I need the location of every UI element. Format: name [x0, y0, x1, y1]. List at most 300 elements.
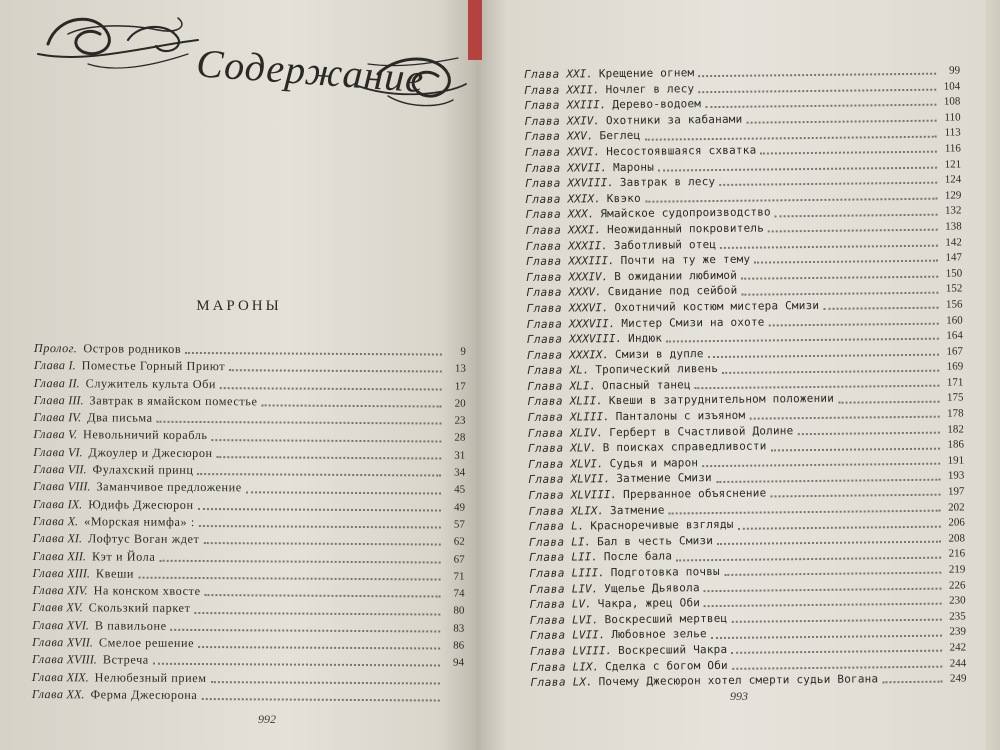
chapter-page: 9: [460, 345, 466, 358]
dot-leader: [711, 633, 942, 638]
dot-leader: [760, 150, 937, 155]
entry-prefix: Глава: [31, 669, 64, 684]
chapter-number: LI.: [571, 535, 592, 549]
dot-leader: [731, 649, 942, 654]
chapter-page: 116: [944, 142, 961, 155]
page-number-right: 993: [730, 689, 748, 703]
chapter-number: XXXV.: [568, 285, 602, 299]
entry-prefix: Глава: [526, 285, 563, 300]
dot-leader: [138, 576, 440, 581]
chapter-title: Панталоны с изъяном: [615, 408, 746, 424]
chapter-title: Ферма Джесюрона: [90, 687, 198, 702]
dot-leader: [669, 509, 941, 515]
chapter-title: Юдифь Джесюрон: [88, 497, 194, 512]
chapter-number: XXXIV.: [568, 269, 609, 284]
chapter-title: Воскресший мертвец: [604, 611, 728, 626]
dot-leader: [705, 103, 936, 108]
chapter-page: 62: [453, 535, 465, 548]
entry-prefix: Глава: [526, 317, 563, 331]
dot-leader: [644, 134, 936, 140]
entry-prefix: Глава: [524, 98, 561, 113]
chapter-page: 167: [946, 345, 964, 358]
chapter-page: 186: [947, 438, 965, 451]
entry-prefix: Глава: [529, 566, 565, 580]
chapter-title: Квеши в затруднительном положении: [608, 392, 835, 408]
dot-leader: [171, 628, 441, 633]
dot-leader: [708, 353, 939, 358]
chapter-number: XVI.: [66, 617, 90, 633]
entry-prefix: Глава: [528, 519, 565, 534]
chapter-title: Тропический ливень: [595, 362, 719, 377]
chapter-page: 235: [949, 610, 966, 623]
page-number-left: 992: [258, 712, 276, 726]
chapter-number: XXIX.: [567, 191, 601, 206]
chapter-number: LIV.: [571, 581, 599, 596]
chapter-number: XXXVIII.: [569, 332, 623, 346]
chapter-number: XXIV.: [566, 113, 601, 128]
chapter-number: VIII.: [67, 479, 91, 494]
contents-header-title: Содержание: [195, 40, 426, 102]
chapter-number: XXXVII.: [568, 316, 616, 331]
chapter-page: 242: [949, 641, 967, 654]
entry-prefix: Глава: [528, 457, 564, 471]
entry-prefix: Глава: [525, 176, 561, 191]
chapter-page: 31: [454, 449, 466, 462]
chapter-title: Ночлег в лесу: [605, 81, 695, 96]
chapter-number: XLIX.: [570, 503, 605, 518]
chapter-page: 17: [454, 380, 466, 393]
entry-prefix: Глава: [525, 239, 562, 253]
entry-prefix: Глава: [526, 332, 563, 347]
dot-leader: [775, 212, 938, 217]
chapter-page: 28: [454, 432, 466, 445]
dot-leader: [205, 593, 441, 597]
dot-leader: [201, 697, 439, 701]
dot-leader: [676, 555, 941, 561]
chapter-number: XXXVI.: [568, 301, 609, 315]
chapter-title: Чакра, жрец Оби: [597, 596, 701, 611]
page-stack-edge: [986, 0, 1000, 750]
dot-leader: [754, 259, 938, 264]
entry-prefix: Глава: [528, 473, 565, 487]
chapter-page: 23: [454, 414, 466, 427]
chapter-number: XI.: [67, 531, 83, 546]
entry-prefix: Глава: [529, 582, 566, 596]
chapter-number: III.: [68, 393, 84, 408]
chapter-title: Охотничий костюм мистера Смизи: [614, 298, 820, 314]
entry-prefix: Глава: [524, 129, 561, 144]
chapter-number: XXII.: [566, 82, 600, 97]
entry-prefix: Глава: [530, 644, 566, 658]
chapter-number: I.: [68, 358, 76, 373]
dot-leader: [246, 490, 441, 494]
entry-prefix: Глава: [524, 145, 561, 159]
chapter-page: 121: [944, 157, 962, 171]
chapter-title: Смизи в дупле: [614, 346, 704, 361]
chapter-page: 34: [454, 466, 466, 479]
contents-header-ornament: [28, 4, 468, 114]
chapter-title: Мистер Смизи на охоте: [621, 314, 765, 330]
entry-prefix: Глава: [32, 531, 65, 546]
dot-leader: [157, 420, 442, 425]
chapter-number: II.: [68, 375, 80, 390]
chapter-title: Затмение: [609, 503, 665, 517]
entry-prefix: Глава: [32, 548, 65, 563]
chapter-page: 49: [453, 501, 466, 514]
dot-leader: [771, 446, 941, 451]
chapter-title: В поисках справедливости: [602, 439, 767, 455]
chapter-number: LVI.: [571, 613, 599, 627]
chapter-number: LVII.: [572, 628, 606, 642]
dot-leader: [698, 88, 936, 93]
chapter-page: 191: [947, 454, 965, 467]
chapter-number: LII.: [571, 550, 598, 564]
chapter-title: Бал в честь Смизи: [597, 533, 714, 549]
chapter-page: 129: [944, 189, 962, 202]
chapter-number: XLIII.: [569, 410, 610, 424]
dot-leader: [261, 403, 441, 407]
chapter-page: 178: [947, 407, 964, 420]
chapter-page: 249: [949, 672, 967, 685]
chapter-title: Нелюбезный прием: [94, 670, 207, 685]
dot-leader: [731, 618, 941, 623]
entry-prefix: Глава: [32, 635, 64, 650]
chapter-page: 193: [947, 469, 965, 483]
chapter-title: Герберт в Счастливой Долине: [609, 423, 794, 439]
dot-leader: [722, 368, 939, 373]
chapter-title: Ущелье Дьявола: [604, 580, 700, 595]
dot-leader: [199, 524, 441, 528]
chapter-number: L.: [570, 519, 585, 533]
entry-prefix: Глава: [33, 444, 66, 459]
chapter-title: После бала: [603, 549, 673, 564]
chapter-title: В павильоне: [94, 618, 167, 633]
entry-prefix: Глава: [529, 628, 566, 643]
chapter-page: 110: [944, 111, 961, 124]
chapter-number: XV.: [66, 600, 83, 615]
chapter-page: 219: [948, 563, 966, 576]
chapter-page: 113: [944, 126, 961, 139]
entry-prefix: Глава: [526, 270, 562, 284]
dot-leader: [797, 431, 939, 435]
chapter-page: 156: [945, 298, 963, 311]
dot-leader: [749, 415, 939, 420]
dot-leader: [746, 119, 936, 124]
dot-leader: [153, 662, 440, 667]
entry-prefix: Пролог.: [33, 340, 78, 356]
toc-entry: [32, 617, 464, 637]
entry-prefix: Глава: [527, 410, 564, 425]
chapter-title: Индюк: [628, 331, 663, 346]
chapter-title: Смелое решение: [98, 635, 195, 651]
chapter-number: LVIII.: [572, 644, 613, 658]
entry-prefix: Глава: [529, 551, 565, 565]
entry-prefix: Глава: [33, 410, 66, 425]
chapter-number: XXV.: [566, 129, 594, 143]
chapter-title: В ожидании любимой: [614, 268, 738, 283]
chapter-title: Свидание под сейбой: [607, 284, 738, 299]
dot-leader: [768, 228, 938, 233]
chapter-page: 57: [453, 518, 465, 531]
entry-prefix: Глава: [32, 652, 64, 667]
entry-prefix: Глава: [32, 513, 65, 529]
chapter-title: Почти на ту же тему: [620, 252, 751, 268]
chapter-title: Красноречивые взгляды: [590, 518, 734, 533]
chapter-page: 197: [947, 485, 965, 498]
chapter-title: Поместье Горный Приют: [81, 358, 226, 374]
entry-prefix: Глава: [527, 441, 564, 456]
chapter-title: Воскресший Чакра: [618, 642, 728, 658]
chapter-page: 71: [453, 570, 465, 583]
dot-leader: [741, 290, 938, 295]
dot-leader: [702, 462, 940, 467]
dot-leader: [770, 493, 940, 498]
dot-leader: [198, 507, 441, 511]
chapter-title: Заботливый отец: [613, 237, 717, 252]
chapter-page: 108: [943, 95, 961, 108]
chapter-number: V.: [68, 427, 78, 442]
dot-leader: [203, 541, 440, 545]
chapter-number: XLIV.: [570, 425, 604, 440]
dot-leader: [695, 384, 940, 390]
chapter-number: LX.: [572, 675, 593, 689]
dot-leader: [198, 645, 440, 649]
chapter-title: Завтрак в лесу: [619, 175, 716, 190]
chapter-number: XX.: [66, 687, 85, 702]
chapter-page: 175: [946, 391, 964, 405]
section-title: МАРОНЫ: [196, 298, 282, 314]
entry-prefix: Глава: [529, 597, 566, 612]
chapter-title: Мароны: [612, 160, 655, 174]
entry-prefix: Глава: [528, 488, 565, 503]
chapter-page: 152: [945, 282, 963, 295]
chapter-page: 206: [948, 516, 965, 529]
dot-leader: [211, 680, 440, 684]
chapter-title: Фулахский принц: [92, 462, 194, 478]
entry-prefix: Глава: [31, 686, 64, 702]
chapter-page: 169: [946, 360, 964, 373]
chapter-title: Прерванное объяснение: [623, 486, 767, 502]
entry-prefix: Глава: [524, 114, 561, 128]
chapter-number: XXXIII.: [568, 254, 615, 268]
dot-leader: [666, 337, 939, 343]
dot-leader: [769, 321, 939, 326]
dot-leader: [716, 477, 940, 482]
dot-leader: [185, 351, 442, 356]
entry-prefix: Глава: [33, 462, 65, 477]
dot-leader: [720, 244, 938, 249]
entry-prefix: Глава: [32, 565, 65, 581]
chapter-title: Дерево-водоем: [612, 97, 702, 112]
entry-prefix: Глава: [33, 375, 66, 390]
toc-right: [524, 62, 967, 690]
chapter-title: Кэт и Йола: [91, 548, 156, 564]
chapter-page: 94: [452, 656, 465, 669]
entry-prefix: Глава: [525, 254, 562, 269]
chapter-title: Завтрак в ямайском поместье: [89, 393, 258, 409]
dot-leader: [704, 587, 942, 592]
entry-prefix: Глава: [33, 392, 66, 408]
chapter-page: 80: [453, 605, 465, 618]
chapter-number: XIII.: [67, 566, 90, 581]
entry-prefix: Глава: [525, 223, 562, 237]
entry-prefix: Глава: [524, 83, 560, 97]
dot-leader: [738, 524, 941, 529]
dot-leader: [724, 571, 941, 576]
chapter-number: IX.: [67, 496, 83, 511]
chapter-title: Лофтус Воган ждет: [88, 531, 200, 547]
chapter-number: XXXII.: [568, 238, 608, 253]
book-cover-edge: [468, 0, 482, 60]
dot-leader: [698, 72, 936, 77]
entry-prefix: Глава: [527, 363, 563, 378]
chapter-page: 160: [946, 313, 963, 327]
dot-leader: [220, 386, 442, 390]
chapter-title: Неожиданный покровитель: [607, 221, 765, 237]
chapter-number: XIX.: [66, 669, 89, 684]
chapter-title: Скользкий паркет: [88, 600, 191, 616]
chapter-title: Встреча: [102, 652, 149, 668]
chapter-page: 83: [453, 622, 465, 635]
dot-leader: [198, 472, 442, 476]
chapter-page: 74: [453, 587, 465, 600]
chapter-number: XVII.: [66, 635, 93, 650]
chapter-number: LV.: [571, 597, 592, 611]
chapter-page: 67: [453, 553, 465, 566]
dot-leader: [704, 602, 942, 607]
chapter-number: IV.: [68, 410, 82, 425]
entry-prefix: Глава: [525, 192, 562, 206]
chapter-page: 226: [948, 578, 966, 592]
chapter-number: XXVIII.: [567, 176, 614, 190]
entry-prefix: Глава: [526, 301, 563, 315]
dot-leader: [741, 275, 938, 280]
chapter-page: 124: [944, 173, 962, 186]
left-page: [0, 0, 478, 750]
chapter-number: XXVI.: [567, 145, 601, 159]
chapter-number: XLII.: [569, 394, 603, 409]
chapter-number: XXXI.: [567, 223, 602, 237]
entry-prefix: Глава: [530, 660, 566, 674]
chapter-page: 142: [945, 235, 962, 249]
dot-leader: [658, 166, 937, 172]
entry-prefix: Глава: [33, 479, 65, 494]
chapter-number: XLVIII.: [570, 488, 618, 502]
chapter-page: 244: [949, 656, 967, 670]
chapter-number: XIV.: [67, 583, 88, 598]
chapter-title: Почему Джесюрон хотел смерти судьи Вогана: [598, 672, 879, 689]
chapter-title: Опасный танец: [602, 378, 691, 393]
chapter-title: «Морская нимфа» :: [84, 514, 195, 529]
dot-leader: [719, 181, 937, 186]
entry-prefix: Глава: [530, 675, 567, 690]
chapter-title: Остров родников: [83, 341, 182, 356]
chapter-title: Несостоявшаяся схватка: [606, 143, 757, 159]
chapter-page: 45: [454, 483, 466, 497]
dot-leader: [732, 665, 942, 670]
chapter-page: 171: [946, 376, 964, 389]
entry-prefix: Глава: [526, 348, 563, 362]
chapter-page: 239: [949, 625, 967, 638]
chapter-page: 99: [948, 64, 961, 77]
dot-leader: [194, 611, 440, 616]
chapter-number: XXX.: [567, 207, 595, 221]
chapter-page: 182: [947, 423, 964, 436]
entry-prefix: Глава: [527, 379, 564, 393]
chapter-title: Квеши: [95, 566, 135, 581]
chapter-page: 132: [944, 204, 962, 217]
chapter-number: XII.: [67, 548, 87, 563]
entry-prefix: Глава: [527, 395, 564, 409]
chapter-title: Судья и марон: [609, 456, 699, 470]
chapter-title: Невольничий корабль: [83, 427, 208, 443]
entry-prefix: Глава: [525, 207, 562, 222]
chapter-number: XLVI.: [570, 457, 604, 471]
chapter-page: 104: [943, 80, 961, 93]
entry-prefix: Глава: [33, 358, 66, 373]
chapter-number: VII.: [67, 462, 87, 477]
right-page: [476, 0, 988, 750]
dot-leader: [645, 197, 938, 203]
chapter-number: XXXIX.: [569, 347, 610, 362]
chapter-number: X.: [67, 514, 79, 529]
entry-prefix: Глава: [33, 427, 66, 442]
dot-leader: [882, 680, 942, 684]
chapter-title: Служитель культа Оби: [85, 375, 217, 391]
chapter-page: 208: [948, 532, 966, 545]
dot-leader: [838, 399, 939, 403]
chapter-number: XVIII.: [66, 652, 97, 667]
chapter-title: Затмение Смизи: [616, 471, 712, 486]
chapter-page: 138: [945, 220, 962, 233]
chapter-title: Любовное зелье: [611, 627, 707, 642]
chapter-title: Крещение огнем: [598, 66, 695, 81]
chapter-page: 164: [946, 329, 963, 342]
chapter-title: Заманчивое предложение: [96, 479, 242, 495]
chapter-title: Охотники за кабанами: [605, 112, 743, 127]
chapter-title: Ямайское судопроизводство: [600, 205, 771, 221]
chapter-number: XXIII.: [566, 98, 607, 112]
entry-prefix: Глава: [524, 67, 560, 81]
dot-leader: [229, 369, 442, 373]
entry-prefix: Главв: [32, 600, 64, 615]
chapter-title: Беглец: [599, 129, 641, 143]
chapter-number: XXVII.: [567, 160, 608, 175]
dot-leader: [212, 438, 442, 442]
chapter-page: 216: [948, 547, 966, 560]
dot-leader: [717, 540, 941, 545]
entry-prefix: Глава: [529, 613, 566, 627]
chapter-title: Подготовка почвы: [610, 564, 720, 580]
chapter-title: Джоулер и Джесюрон: [88, 445, 213, 460]
chapter-page: 147: [945, 251, 963, 264]
entry-prefix: Глава: [527, 426, 564, 440]
chapter-page: 150: [945, 267, 963, 280]
entry-prefix: Глава: [32, 583, 65, 598]
chapter-title: Сделка с богом Оби: [604, 658, 728, 673]
chapter-title: Два письма: [87, 410, 153, 425]
dot-leader: [823, 306, 938, 310]
chapter-number: XLI.: [569, 379, 597, 393]
chapter-page: 13: [454, 362, 466, 375]
chapter-page: 86: [453, 639, 465, 652]
entry-prefix: Глава: [528, 535, 565, 549]
entry-prefix: Глава: [528, 504, 565, 518]
dot-leader: [217, 455, 442, 459]
entry-prefix: Глава: [524, 161, 561, 175]
chapter-number: LIX.: [572, 659, 600, 674]
chapter-page: 202: [948, 501, 965, 514]
